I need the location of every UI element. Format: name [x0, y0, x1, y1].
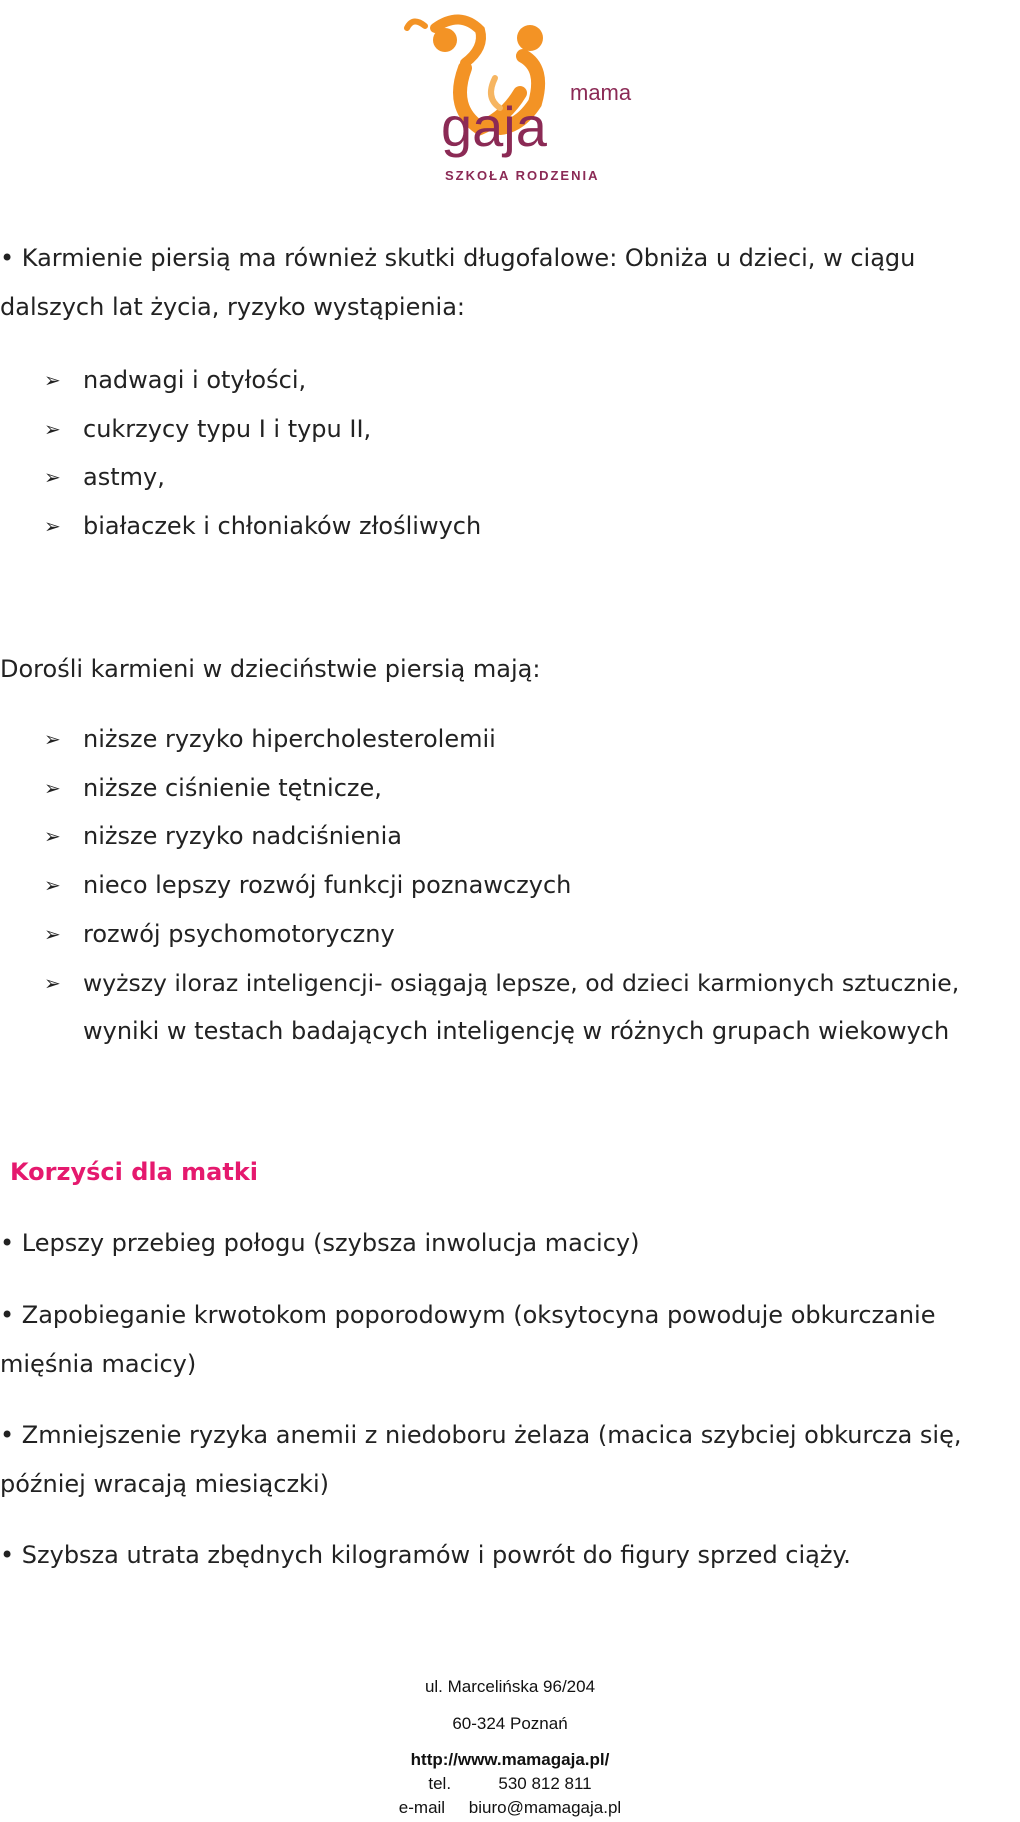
mother-benefit-2-line-1: • Zapobieganie krwotokom poporodowym (oksytocyna powoduje obkurczanie [0, 1301, 936, 1329]
mother-benefit-4: • Szybsza utrata zbędnych kilogramów i powrót do figury sprzed ciąży. [0, 1541, 851, 1569]
adult-benefit-item: rozwój psychomotoryczny [83, 920, 395, 948]
adult-benefit-item-continued: wyniki w testach badających inteligencję w różnych grupach wiekowych [83, 1017, 950, 1045]
logo-tagline: SZKOŁA RODZENIA [445, 168, 600, 183]
footer-email [0, 1797, 1020, 1819]
logo-word-main: gaja [441, 95, 547, 158]
arrow-bullet-icon: ➢ [44, 514, 61, 538]
adult-benefit-item: nieco lepszy rozwój funkcji poznawczych [83, 871, 572, 899]
mother-benefits-heading: Korzyści dla matki [10, 1158, 259, 1186]
footer-email-label: e-mail [398, 1798, 446, 1817]
adults-heading: Dorośli karmieni w dzieciństwie piersią mają: [0, 655, 541, 683]
logo-graphic [405, 8, 632, 183]
intro-line-2: dalszych lat życia, ryzyko wystąpienia: [0, 293, 466, 321]
mother-benefit-2-line-2: mięśnia macicy) [0, 1350, 197, 1378]
arrow-bullet-icon: ➢ [44, 824, 61, 848]
risk-item: białaczek i chłoniaków złośliwych [83, 512, 482, 540]
footer-phone-label: tel. [428, 1774, 452, 1793]
footer-address: ul. Marcelińska 96/204 [424, 1677, 596, 1696]
mother-benefit-1: • Lepszy przebieg połogu (szybsza inwolucja macicy) [0, 1229, 640, 1257]
risk-item: nadwagi i otyłości, [83, 366, 307, 394]
footer-email-value[interactable]: biuro@mamagaja.pl [468, 1798, 622, 1817]
adult-benefit-item: wyższy iloraz inteligencji- osiągają lepsze, od dzieci karmionych sztucznie, [83, 969, 960, 997]
arrow-bullet-icon: ➢ [44, 727, 61, 751]
arrow-bullet-icon: ➢ [44, 465, 61, 489]
intro-line-1: • Karmienie piersią ma również skutki długofalowe: Obniża u dzieci, w ciągu [0, 244, 916, 272]
arrow-bullet-icon: ➢ [44, 776, 61, 800]
adult-benefit-item: niższe ryzyko hipercholesterolemii [83, 725, 496, 753]
footer-phone-value: 530 812 811 [498, 1774, 592, 1793]
arrow-bullet-icon: ➢ [44, 971, 61, 995]
arrow-bullet-icon: ➢ [44, 417, 61, 441]
mother-benefit-3-line-1: • Zmniejszenie ryzyka anemii z niedoboru żelaza (macica szybciej obkurcza się, [0, 1421, 962, 1449]
arrow-bullet-icon: ➢ [44, 368, 61, 392]
adult-benefit-item: niższe ciśnienie tętnicze, [83, 774, 382, 802]
footer-city: 60-324 Poznań [452, 1714, 568, 1733]
footer-website-link[interactable]: http://www.mamagaja.pl/ [410, 1750, 610, 1769]
arrow-bullet-icon: ➢ [44, 922, 61, 946]
arrow-bullet-icon: ➢ [44, 873, 61, 897]
logo [405, 8, 632, 183]
mother-benefit-3-line-2: później wracają miesiączki) [0, 1470, 329, 1498]
risk-item: astmy, [83, 463, 165, 491]
adult-benefit-item: niższe ryzyko nadciśnienia [83, 822, 402, 850]
logo-word-top: mama [570, 80, 632, 105]
risk-item: cukrzycy typu I i typu II, [83, 415, 372, 443]
footer-phone [0, 1773, 1020, 1795]
